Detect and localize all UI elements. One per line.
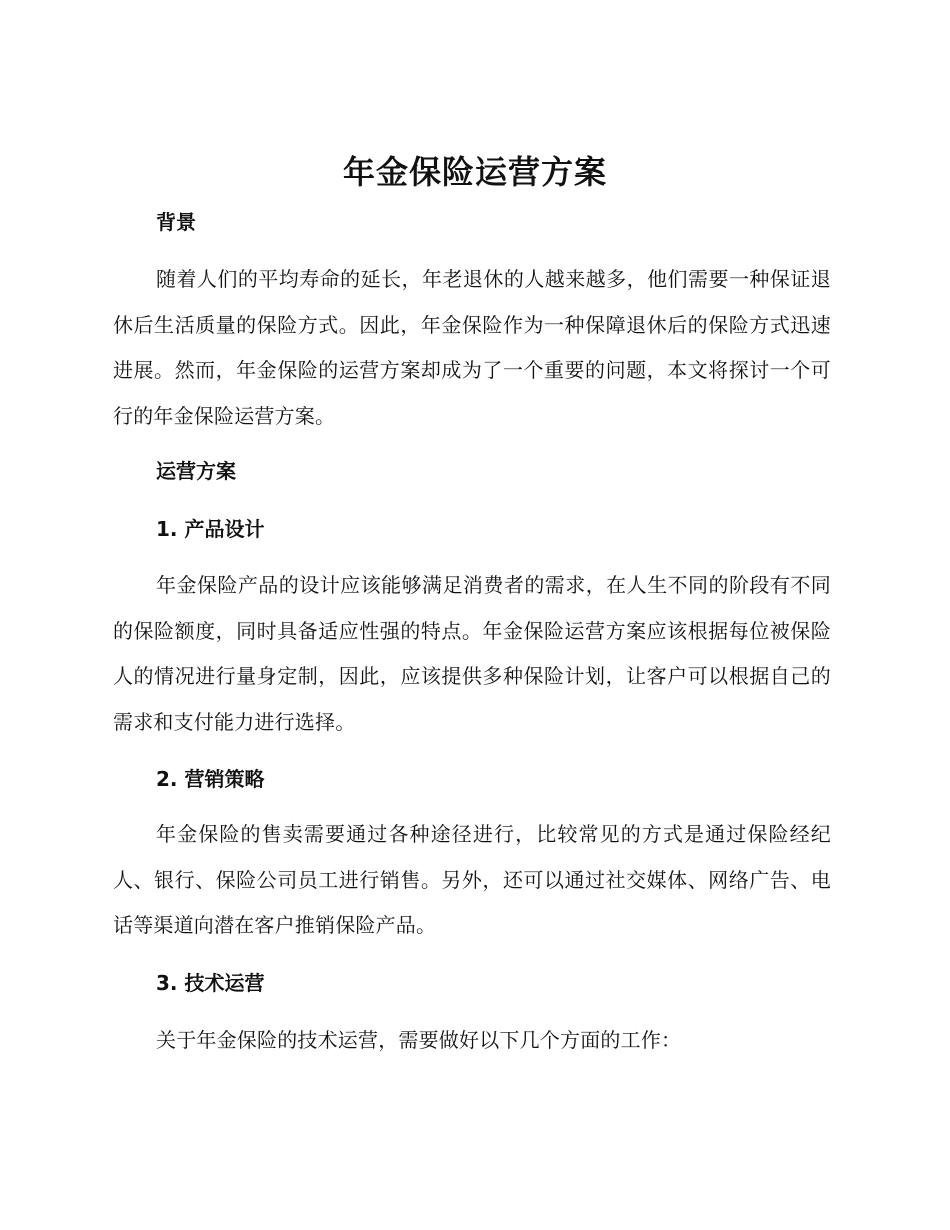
- document-title: 年金保险运营方案: [342, 153, 607, 191]
- section-paragraph-product-design: 年金保险产品的设计应该能够满足消费者的需求，在人生不同的阶段有不同的保险额度，同时具备适应性强的特点。年金保险运营方案应该根据每位被保险人的情况进行量身定制，因此，应该提供多种保险计划，让客户可以根据自己的需求和支付能力进行选择。: [113, 573, 831, 734]
- section-paragraph-marketing: 年金保险的售卖需要通过各种途径进行，比较常见的方式是通过保险经纪人、银行、保险公司员工进行销售。另外，还可以通过社交媒体、网络广告、电话等渠道向潜在客户推销保险产品。: [113, 822, 831, 937]
- section-heading-tech-operation: 3. 技术运营: [156, 971, 265, 995]
- section-paragraph-tech-operation: 关于年金保险的技术运营，需要做好以下几个方面的工作：: [156, 1028, 682, 1052]
- section-heading-product-design: 1. 产品设计: [156, 517, 265, 541]
- section-heading-background: 背景: [156, 210, 196, 234]
- section-heading-operation-plan: 运营方案: [156, 459, 236, 483]
- section-paragraph-background: 随着人们的平均寿命的延长，年老退休的人越来越多，他们需要一种保证退休后生活质量的保险方式。因此，年金保险作为一种保障退休后的保险方式迅速进展。然而，年金保险的运营方案却成为了一个重要的问题，本文将探讨一个可行的年金保险运营方案。: [113, 267, 831, 428]
- section-heading-marketing: 2. 营销策略: [156, 767, 265, 791]
